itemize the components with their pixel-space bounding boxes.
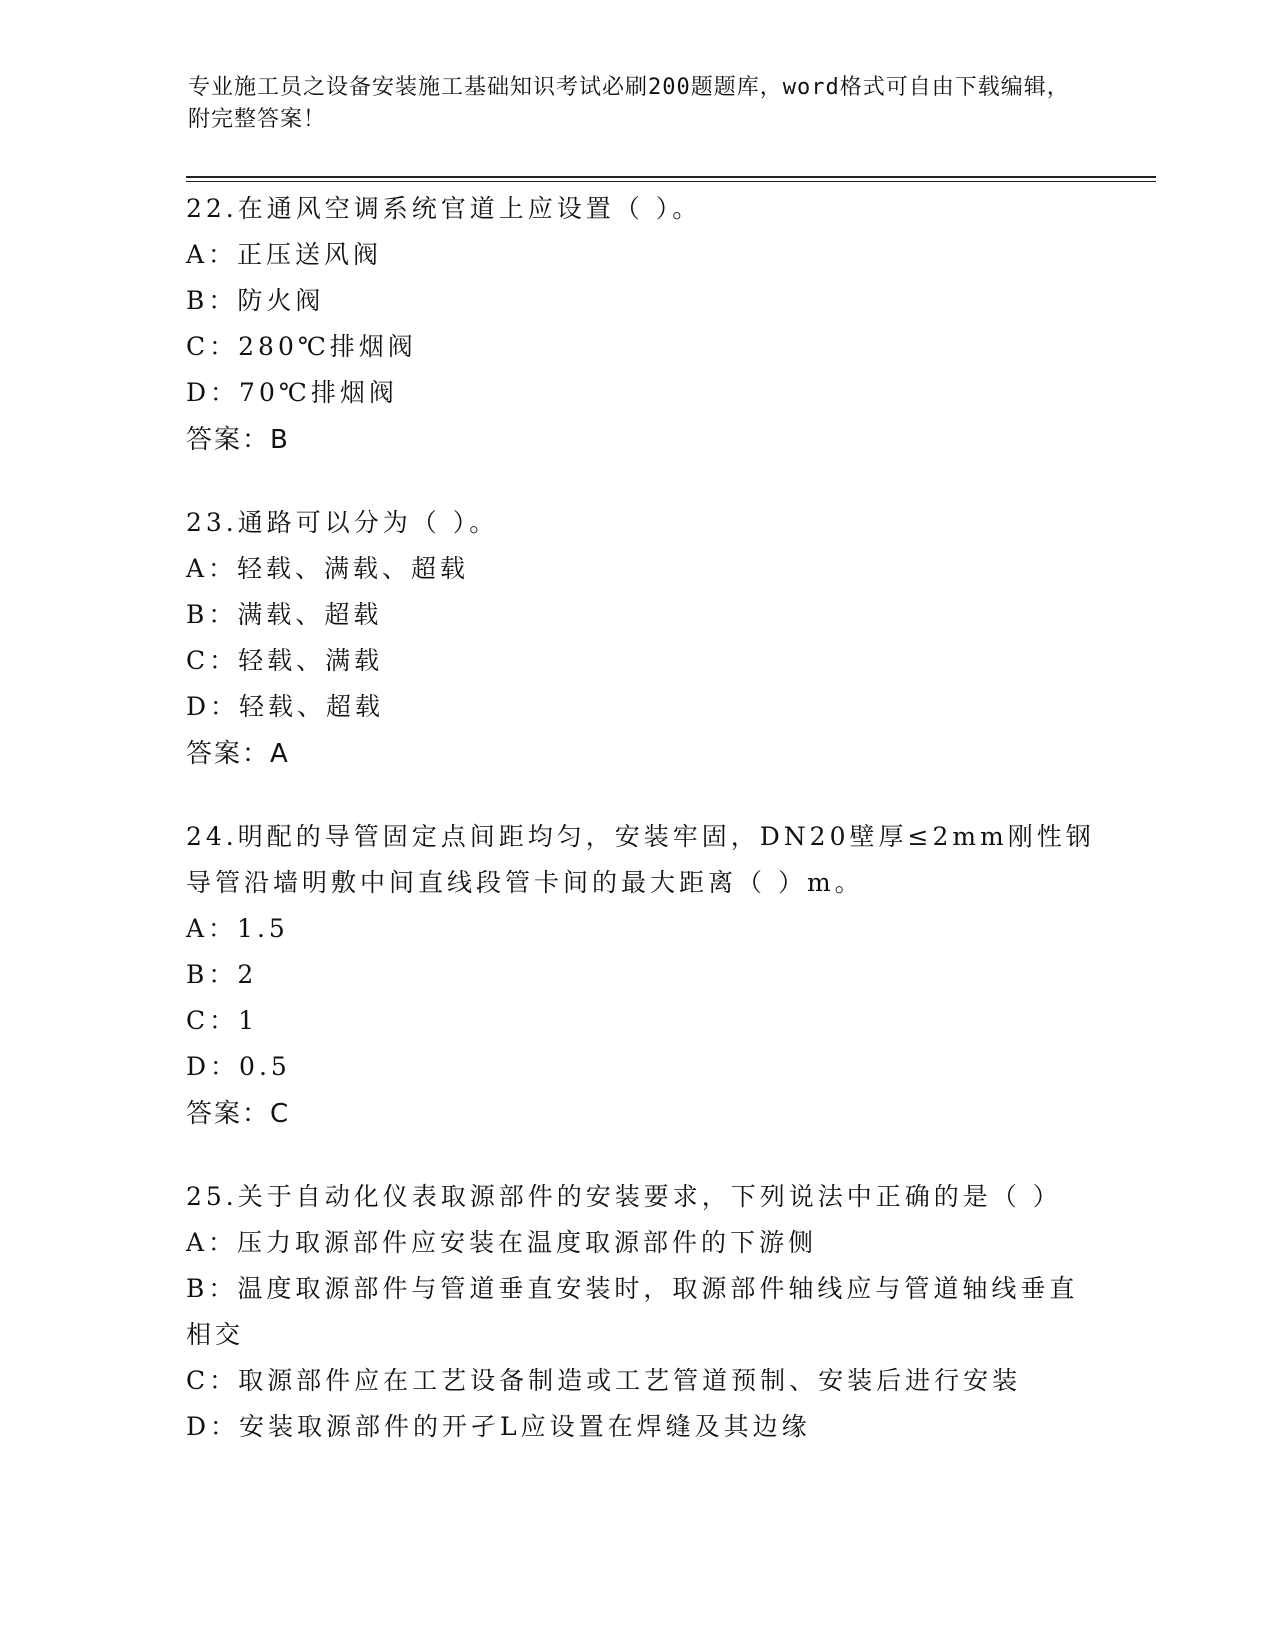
answer-text: 答案：C [186,1099,291,1129]
option-b: B：2 [186,960,258,989]
option-d: D：安装取源部件的开孑L应设置在焊缝及其边缘 [186,1412,811,1441]
answer-text: 答案：B [186,425,290,455]
question-stem: 24.明配的导管固定点间距均匀，安装牢固，DN20壁厚≤2mm刚性钢导管沿墙明敷中间直线段管卡间的最大距离（ ）m。 [186,822,1095,897]
question-stem: 25.关于自动化仪表取源部件的安装要求，下列说法中正确的是（ ） [186,1182,1062,1211]
question-25 [186,1174,1106,1450]
document-header: 专业施工员之设备安装施工基础知识考试必刷200题题库，word格式可自由下载编辑，附完整答案！ [188,75,1070,132]
option-a: A：正压送风阀 [186,240,383,269]
option-b: B：满载、超载 [186,600,383,629]
option-b: B：温度取源部件与管道垂直安装时，取源部件轴线应与管道轴线垂直相交 [186,1274,1079,1349]
option-c: C：轻载、满载 [186,646,384,675]
option-d: D：0.5 [186,1052,291,1081]
question-24 [186,814,1106,1138]
answer-text: 答案：A [186,739,290,769]
option-a: A：轻载、满载、超载 [186,554,470,583]
question-stem: 22.在通风空调系统官道上应设置（ ）。 [186,194,702,223]
option-c: C：1 [186,1006,259,1035]
option-b: B：防火阀 [186,286,325,315]
question-23 [186,500,1106,778]
option-a: A：1.5 [186,914,289,943]
header-divider [186,176,1156,182]
option-c: C：取源部件应在工艺设备制造或工艺管道预制、安装后进行安装 [186,1366,1022,1395]
option-a: A：压力取源部件应安装在温度取源部件的下游侧 [186,1228,818,1257]
option-c: C：280℃排烟阀 [186,332,417,361]
option-d: D：70℃排烟阀 [186,378,398,407]
question-list [186,186,1106,1486]
question-22 [186,186,1106,464]
option-d: D：轻载、超载 [186,692,385,721]
question-stem: 23.通路可以分为（ ）。 [186,508,499,537]
